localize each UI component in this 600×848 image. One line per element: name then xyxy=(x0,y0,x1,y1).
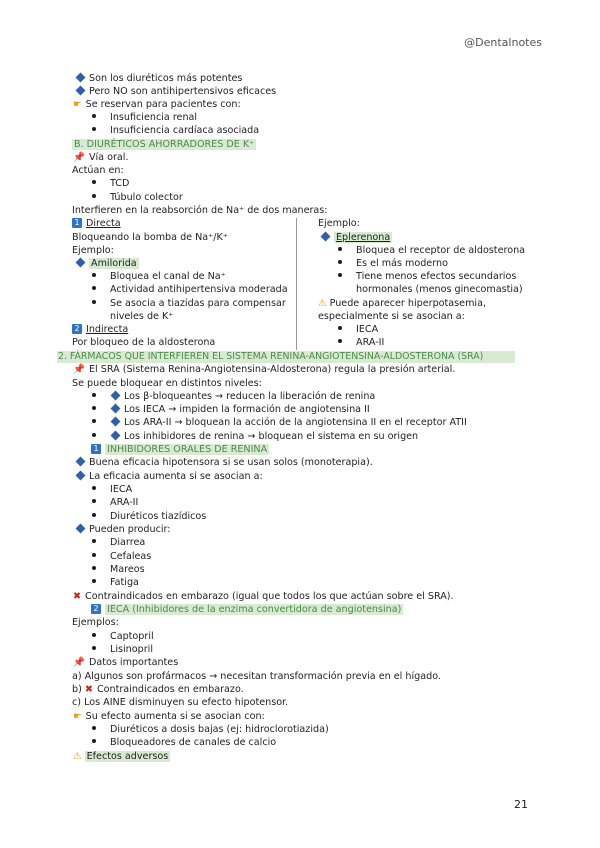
bullet-icon xyxy=(92,419,96,423)
list-item: Lisinopril xyxy=(92,644,153,656)
list-item: TCD xyxy=(92,178,129,190)
list-item: Amilorida xyxy=(75,258,139,270)
blue-diamond-icon xyxy=(76,470,86,480)
text-line: Actúan en: xyxy=(72,165,124,176)
blue-diamond-icon xyxy=(76,456,86,466)
list-item: Diuréticos a dosis bajas (ej: hidroclorotiazida) xyxy=(92,724,329,736)
list-item: Fatiga xyxy=(92,577,139,589)
bullet-icon xyxy=(338,273,342,277)
list-item: ☛ Su efecto aumenta si se asocian con: xyxy=(73,711,265,722)
list-item: Tiene menos efectos secundarios xyxy=(338,271,516,283)
red-cross-icon: ✖ xyxy=(84,684,93,695)
bullet-icon xyxy=(92,393,96,397)
list-item: Bloqueadores de canales de calcio xyxy=(92,737,276,749)
list-item: Se asocia a tiazidas para compensar xyxy=(92,298,286,310)
page-number: 21 xyxy=(514,798,528,811)
list-item: 📌 Vía oral. xyxy=(73,152,129,163)
list-item: Cefaleas xyxy=(92,551,151,563)
list-item: Diuréticos tiazídicos xyxy=(92,511,206,523)
section-heading: 2. FÁRMACOS QUE INTERFIEREN EL SISTEMA RENINA-ANGIOTENSINA-ALDOSTERONA (SRA) xyxy=(58,351,484,362)
list-item: Los β-bloqueantes → reducen la liberación de renina xyxy=(92,391,375,403)
warning-heading: ⚠ Efectos adversos xyxy=(73,751,169,762)
list-item: ARA-II xyxy=(338,337,384,349)
pushpin-icon: 📌 xyxy=(73,657,85,668)
list-item: Mareos xyxy=(92,564,145,576)
bullet-icon xyxy=(92,180,96,184)
blue-diamond-icon xyxy=(76,85,86,95)
text-line: Ejemplo: xyxy=(72,245,114,256)
badge-heading: 1 Directa xyxy=(72,218,121,230)
pointing-hand-icon: ☛ xyxy=(73,711,82,722)
list-item: Son los diuréticos más potentes xyxy=(75,73,242,85)
list-item: ☛ Se reservan para pacientes con: xyxy=(73,99,241,110)
list-item: Bloquea el receptor de aldosterona xyxy=(338,245,525,257)
text-line: b) ✖ Contraindicados en embarazo. xyxy=(72,684,244,695)
bullet-icon xyxy=(92,486,96,490)
column-divider xyxy=(296,218,297,350)
list-item: IECA xyxy=(92,484,132,496)
text-line: c) Los AINE disminuyen su efecto hipotensor. xyxy=(72,697,289,708)
blue-diamond-icon xyxy=(111,403,121,413)
bullet-icon xyxy=(92,194,96,198)
text-line: Ejemplo: xyxy=(318,218,360,229)
warning-icon: ⚠ xyxy=(318,298,327,309)
text-line: Interfieren en la reabsorción de Na⁺ de dos maneras: xyxy=(72,205,328,216)
list-item: ARA-II xyxy=(92,497,138,509)
bullet-icon xyxy=(338,339,342,343)
badge-heading: 1 INHIBIDORES ORALES DE RENINA xyxy=(91,444,269,456)
bullet-icon xyxy=(92,114,96,118)
list-item: 📌 Datos importantes xyxy=(73,657,179,668)
blue-diamond-icon xyxy=(76,523,86,533)
text-line: hormonales (menos ginecomastia) xyxy=(356,284,523,295)
bullet-icon xyxy=(92,646,96,650)
list-item: IECA xyxy=(338,324,378,336)
bullet-icon xyxy=(92,433,96,437)
blue-diamond-icon xyxy=(76,257,86,267)
text-line: niveles de K⁺ xyxy=(110,311,174,322)
bullet-icon xyxy=(92,579,96,583)
text-line: Bloqueando la bomba de Na⁺/K⁺ xyxy=(72,232,228,243)
red-cross-icon: ✖ xyxy=(73,591,82,602)
blue-diamond-icon xyxy=(111,430,121,440)
bullet-icon xyxy=(92,127,96,131)
list-item: Diarrea xyxy=(92,537,145,549)
bullet-icon xyxy=(92,726,96,730)
list-item: Buena eficacia hipotensora si se usan solos (monoterapia). xyxy=(75,457,373,469)
bullet-icon xyxy=(92,300,96,304)
list-item: Pero NO son antihipertensivos eficaces xyxy=(75,86,276,98)
bullet-icon xyxy=(92,513,96,517)
list-item: Pueden producir: xyxy=(75,524,171,536)
badge-heading: 2 Indirecta xyxy=(72,324,128,336)
bullet-icon xyxy=(92,539,96,543)
warning-icon: ⚠ xyxy=(73,751,82,762)
pushpin-icon: 📌 xyxy=(73,364,85,375)
list-item: 📌 El SRA (Sistema Renina-Angiotensina-Aldosterona) regula la presión arterial. xyxy=(73,364,456,375)
list-item: ✖ Contraindicados en embarazo (igual que todos los que actúan sobre el SRA). xyxy=(73,591,454,602)
pointing-hand-icon: ☛ xyxy=(73,99,82,110)
page-header: @Dentalnotes xyxy=(464,36,542,49)
text-line: Se puede bloquear en distintos niveles: xyxy=(72,378,262,389)
blue-diamond-icon xyxy=(111,416,121,426)
list-item: Insuficiencia cardíaca asociada xyxy=(92,125,259,137)
bullet-icon xyxy=(338,247,342,251)
blue-diamond-icon xyxy=(321,231,331,241)
list-item: La eficacia aumenta si se asocian a: xyxy=(75,471,263,483)
badge-heading: 2 IECA (Inhibidores de la enzima convertidora de angiotensina) xyxy=(91,604,403,616)
text-line: especialmente si se asocian a: xyxy=(318,311,465,322)
text-line: a) Algunos son profármacos → necesitan transformación previa en el hígado. xyxy=(72,671,441,682)
list-item: Los ARA-II → bloquean la acción de la angiotensina II en el receptor ATII xyxy=(92,417,467,429)
bullet-icon xyxy=(92,633,96,637)
text-line: Por bloqueo de la aldosterona xyxy=(72,337,216,348)
bullet-icon xyxy=(92,499,96,503)
list-item: Actividad antihipertensiva moderada xyxy=(92,284,288,296)
list-item: Eplerenona xyxy=(320,232,392,244)
bullet-icon xyxy=(92,566,96,570)
list-item: Túbulo colector xyxy=(92,192,183,204)
bullet-icon xyxy=(92,739,96,743)
list-item: Los IECA → impiden la formación de angiotensina II xyxy=(92,404,370,416)
list-item: Los inhibidores de renina → bloquean el sistema en su origen xyxy=(92,431,418,443)
list-item: Es el más moderno xyxy=(338,258,448,270)
list-item: Insuficiencia renal xyxy=(92,112,197,124)
text-line: Ejemplos: xyxy=(72,617,119,628)
warning-line: ⚠ Puede aparecer hiperpotasemia, xyxy=(318,298,487,309)
blue-diamond-icon xyxy=(76,72,86,82)
bullet-icon xyxy=(92,406,96,410)
blue-diamond-icon xyxy=(111,390,121,400)
bullet-icon xyxy=(92,286,96,290)
bullet-icon xyxy=(338,326,342,330)
bullet-icon xyxy=(338,260,342,264)
list-item: Captopril xyxy=(92,631,154,643)
bullet-icon xyxy=(92,553,96,557)
section-heading: B. DIURÉTICOS AHORRADORES DE K⁺ xyxy=(74,139,255,150)
pushpin-icon: 📌 xyxy=(73,152,85,163)
list-item: Bloquea el canal de Na⁺ xyxy=(92,271,226,283)
bullet-icon xyxy=(92,273,96,277)
